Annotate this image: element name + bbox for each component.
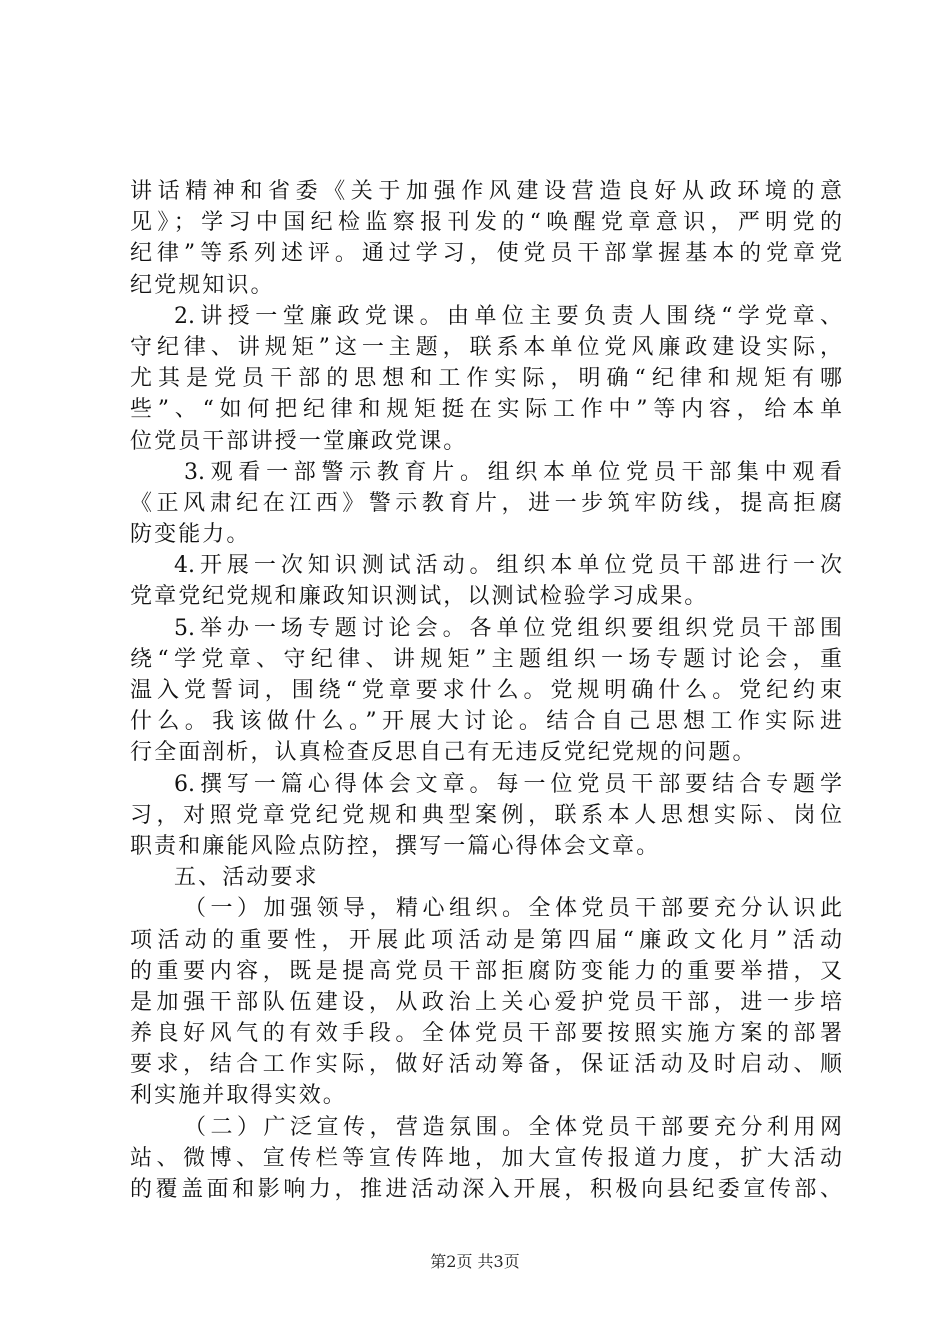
text-line: 《正风肃纪在江西》警示教育片，进一步筑牢防线，提高拒腐 <box>130 490 842 516</box>
text-line: 纪律”等系列述评。通过学习，使党员干部掌握基本的党章党 <box>130 241 842 267</box>
text-line: 位党员干部讲授一堂廉政党课。 <box>130 428 468 454</box>
text-line: 的重要内容，既是提高党员干部拒腐防变能力的重要举措，又 <box>130 958 842 984</box>
text-line: 的覆盖面和影响力，推进活动深入开展，积极向县纪委宣传部、 <box>130 1177 842 1202</box>
text-line: 3.观看一部警示教育片。组织本单位党员干部集中观看 <box>184 459 842 485</box>
page-number-footer: 第2页 共3页 <box>430 1252 520 1271</box>
text-line: 5.举办一场专题讨论会。各单位党组织要组织党员干部围 <box>174 615 842 641</box>
section-heading: 五、活动要求 <box>174 865 319 891</box>
text-line: 2.讲授一堂廉政党课。由单位主要负责人围绕“学党章、 <box>174 303 842 329</box>
text-line: 党章党纪党规和廉政知识测试，以测试检验学习成果。 <box>130 584 709 610</box>
text-line: 守纪律、讲规矩”这一主题，联系本单位党风廉政建设实际， <box>130 334 842 360</box>
text-line: 些”、“如何把纪律和规矩挺在实际工作中”等内容，给本单 <box>130 397 842 423</box>
text-line: 是加强干部队伍建设，从政治上关心爱护党员干部，进一步培 <box>130 989 842 1015</box>
text-line: 防变能力。 <box>130 522 251 548</box>
text-line: 习，对照党章党纪党规和典型案例，联系本人思想实际、岗位 <box>130 802 842 828</box>
text-line: 纪党规知识。 <box>130 272 275 298</box>
text-line: 行全面剖析，认真检查反思自己有无违反党纪党规的问题。 <box>130 740 757 766</box>
text-line: （一）加强领导，精心组织。全体党员干部要充分认识此 <box>184 896 842 922</box>
text-line: 4.开展一次知识测试活动。组织本单位党员干部进行一次 <box>174 553 842 579</box>
text-line: 项活动的重要性，开展此项活动是第四届“廉政文化月”活动 <box>130 927 842 953</box>
text-line: 什么。我该做什么。”开展大讨论。结合自己思想工作实际进 <box>130 709 842 735</box>
text-line: 绕“学党章、守纪律、讲规矩”主题组织一场专题讨论会，重 <box>130 646 842 672</box>
text-line: 要求，结合工作实际，做好活动筹备，保证活动及时启动、顺 <box>130 1052 842 1078</box>
text-line: 见》；学习中国纪检监察报刊发的“唤醒党章意识，严明党的 <box>130 210 842 236</box>
text-line: 讲话精神和省委《关于加强作风建设营造良好从政环境的意 <box>130 179 842 204</box>
text-line: 职责和廉能风险点防控，撰写一篇心得体会文章。 <box>130 833 661 859</box>
text-line: 利实施并取得实效。 <box>130 1083 347 1109</box>
text-line: 温入党誓词，围绕“党章要求什么。党规明确什么。党纪约束 <box>130 678 842 703</box>
text-line: 6.撰写一篇心得体会文章。每一位党员干部要结合专题学 <box>174 771 842 797</box>
text-line: 站、微博、宣传栏等宣传阵地，加大宣传报道力度，扩大活动 <box>130 1145 842 1171</box>
text-line: 尤其是党员干部的思想和工作实际，明确“纪律和规矩有哪 <box>130 366 842 392</box>
document-body <box>130 176 842 1205</box>
text-line: （二）广泛宣传，营造氛围。全体党员干部要充分利用网 <box>184 1114 842 1140</box>
text-line: 养良好风气的有效手段。全体党员干部要按照实施方案的部署 <box>130 1021 842 1047</box>
